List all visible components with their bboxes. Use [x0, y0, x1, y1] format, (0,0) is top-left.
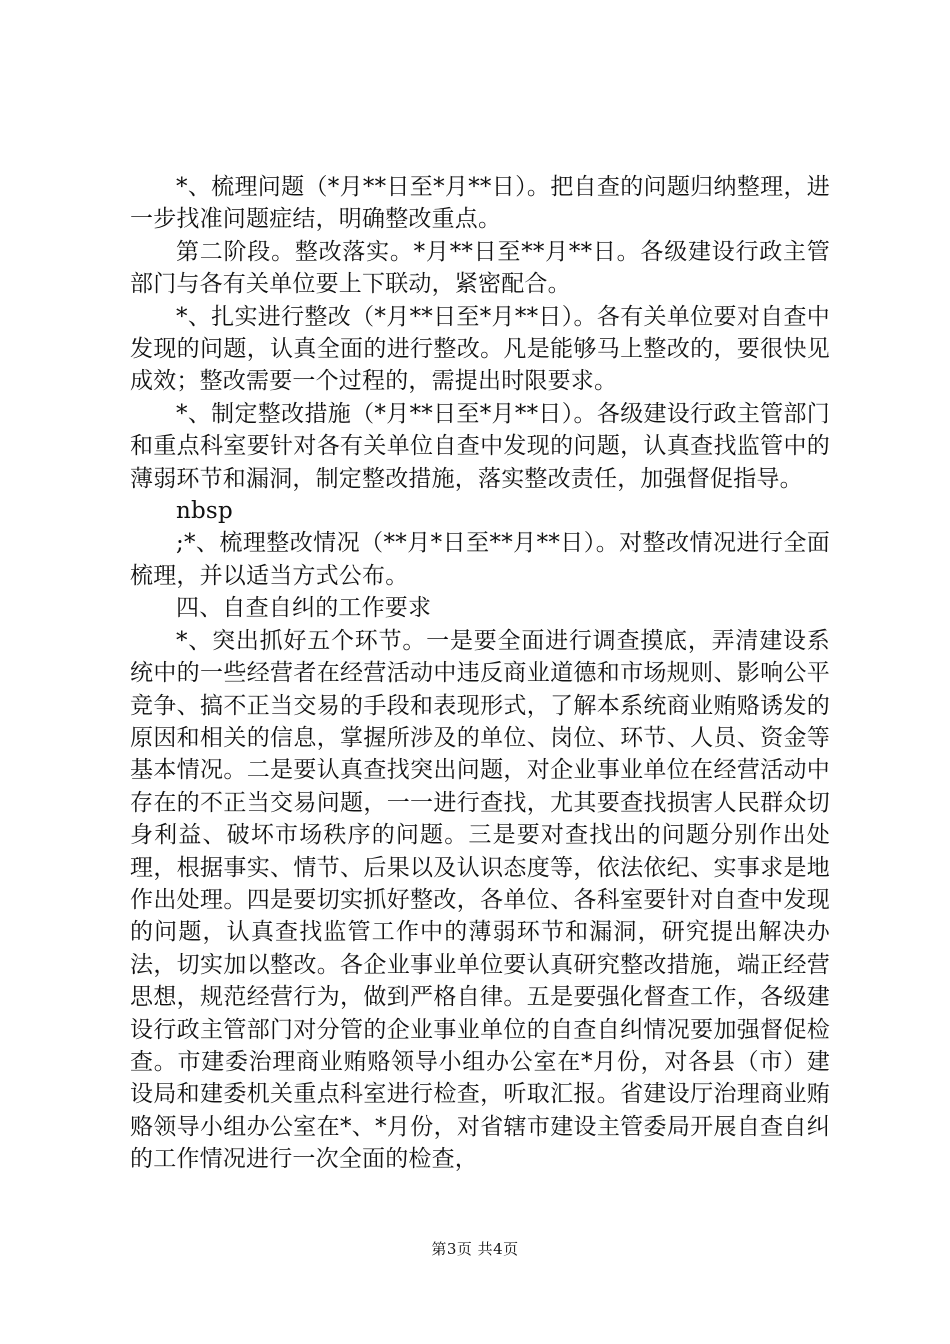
paragraph-sort-issues: *、梳理问题（*月**日至*月**日）。把自查的问题归纳整理，进一步找准问题症结，明确整改重点。: [130, 174, 830, 233]
paragraph-phase-two: 第二阶段。整改落实。*月**日至**月**日。各级建设行政主管部门与各有关单位要上下联动，紧密配合。: [130, 238, 830, 298]
paragraph-measures: *、制定整改措施（*月**日至*月**日）。各级建设行政主管部门和重点科室要针对各有关单位自查中发现的问题，认真查找监管中的薄弱环节和漏洞，制定整改措施，落实整改责任，加强督促指导。: [130, 400, 830, 492]
paragraph-rectify: *、扎实进行整改（*月**日至*月**日）。各有关单位要对自查中发现的问题，认真全面的进行整改。凡是能够马上整改的，要很快见成效；整改需要一个过程的，需提出时限要求。: [130, 303, 830, 395]
section-heading-requirements: 四、自查自纠的工作要求: [176, 595, 432, 622]
paragraph-five-links: *、突出抓好五个环节。一是要全面进行调查摸底，弄清建设系统中的一些经营者在经营活动中违反商业道德和市场规则、影响公平竞争、搞不正当交易的手段和表现形式，了解本系统商业贿赂诱发的原因和相关的信息，掌握所涉及的单位、岗位、环节、人员、资金等基本情况。二是要认真查找突出问题，对企业事业单位在经营活动中存在的不正当交易问题，一一进行查找，尤其要查找损害人民群众切身利益、破坏市场秩序的问题。三是要对查找出的问题分别作出处理，根据事实、情节、后果以及认识态度等，依法依纪、实事求是地作出处理。四是要切实抓好整改，各单位、各科室要针对自查中发现的问题，认真查找监管工作中的薄弱环节和漏洞，研究提出解决办法，切实加以整改。各企业事业单位要认真研究整改措施，端正经营思想，规范经营行为，做到严格自律。五是要强化督查工作，各级建设行政主管部门对分管的企业事业单位的自查自纠情况要加强督促检查。市建委治理商业贿赂领导小组办公室在*月份，对各县（市）建设局和建委机关重点科室进行检查，听取汇报。省建设厅治理商业贿赂领导小组办公室在*、*月份，对省辖市建设主管委局开展自查自纠的工作情况进行一次全面的检查，: [130, 627, 830, 1173]
paragraph-nbsp: nbsp: [176, 498, 233, 525]
paragraph-sort-rectification: ;*、梳理整改情况（**月*日至**月**日）。对整改情况进行全面梳理，并以适当方式公布。: [130, 530, 830, 589]
document-body: [130, 171, 830, 1176]
page-footer: 第3页 共4页: [431, 1240, 519, 1258]
